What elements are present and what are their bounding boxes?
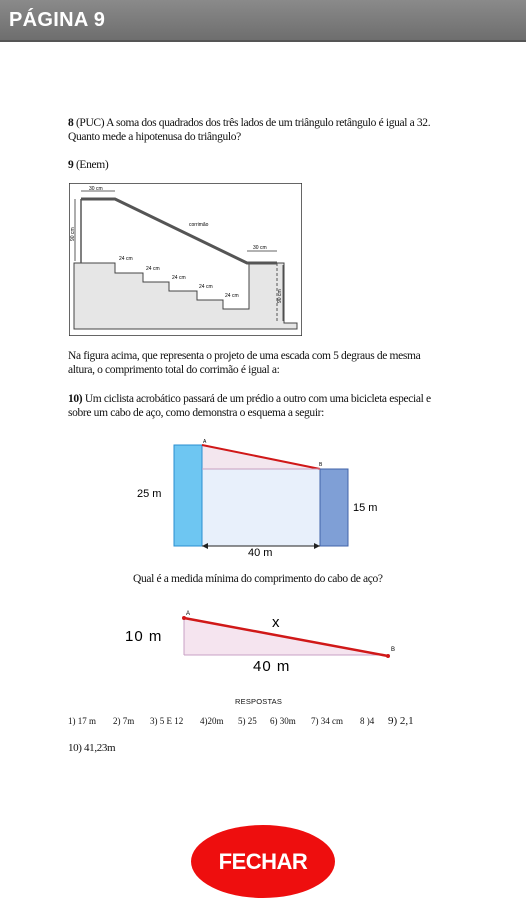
q9-line2: altura, o comprimento total do corrimão é igual a: xyxy=(68,364,280,376)
answers-line2: 10) 41,23m xyxy=(68,742,116,754)
answer-item: 2) 7m xyxy=(113,716,135,726)
left-building xyxy=(174,445,202,546)
step-label: 24 cm xyxy=(146,266,160,272)
top-step-label: 30 cm xyxy=(89,186,103,192)
horizontal-label: 40 m xyxy=(253,658,291,675)
point-b-label: B xyxy=(391,647,396,653)
right-height-label: 15 m xyxy=(353,502,378,514)
answer-item: 6) 30m xyxy=(270,716,296,726)
answer-item: 3) 5 E 12 xyxy=(150,716,184,726)
answers-title: RESPOSTAS xyxy=(235,697,283,706)
page-title: PÁGINA 9 xyxy=(9,9,106,31)
point-a-label: A xyxy=(186,611,191,617)
q9-heading: 9 (Enem) xyxy=(68,159,109,171)
q9-line1: Na figura acima, que representa o projeto de uma escada com 5 degraus de mesma xyxy=(68,350,421,362)
answer-item: 4)20m xyxy=(200,716,224,726)
step-label: 24 cm xyxy=(119,256,133,262)
right-height-label: 90 cm xyxy=(277,289,283,303)
staircase-figure xyxy=(69,183,302,336)
q10-question: Qual é a medida mínima do comprimento do cabo de aço? xyxy=(133,573,383,585)
q10-line2: sobre um cabo de aço, como demonstra o esquema a seguir: xyxy=(68,407,324,419)
right-step-label: 30 cm xyxy=(253,245,267,251)
left-height-label: 90 cm xyxy=(70,227,76,241)
answer-item: 8 )4 xyxy=(360,716,375,726)
answers-line1 xyxy=(0,716,526,730)
answer-item: 5) 25 xyxy=(238,716,257,726)
left-height-label: 25 m xyxy=(137,488,162,500)
step-label: 24 cm xyxy=(172,275,186,281)
triangle-figure xyxy=(120,605,410,675)
right-building xyxy=(320,469,348,546)
handrail-label: corrimão xyxy=(189,222,209,228)
point-a-label: A xyxy=(203,439,207,445)
buildings-figure xyxy=(130,436,390,561)
q10-line1: 10) Um ciclista acrobático passará de um prédio a outro com uma bicicleta especial e xyxy=(68,393,431,405)
point-b-label: B xyxy=(319,462,323,468)
answer-item: 9) 2,1 xyxy=(388,715,414,727)
close-button[interactable]: FECHAR xyxy=(191,825,335,898)
answer-item: 1) 17 m xyxy=(68,716,96,726)
vertical-label: 10 m xyxy=(125,628,163,645)
q8-line1: 8 (PUC) A soma dos quadrados dos três lados de um triângulo retângulo é igual a 32. xyxy=(68,117,431,129)
step-label: 24 cm xyxy=(199,284,213,290)
q8-line2: Quanto mede a hipotenusa do triângulo? xyxy=(68,131,241,143)
hypotenuse-label: x xyxy=(272,614,280,631)
answer-item: 7) 34 cm xyxy=(311,716,343,726)
distance-label: 40 m xyxy=(248,547,273,559)
title-bar xyxy=(0,0,526,42)
gap-area xyxy=(202,469,320,546)
step-label: 24 cm xyxy=(225,293,239,299)
